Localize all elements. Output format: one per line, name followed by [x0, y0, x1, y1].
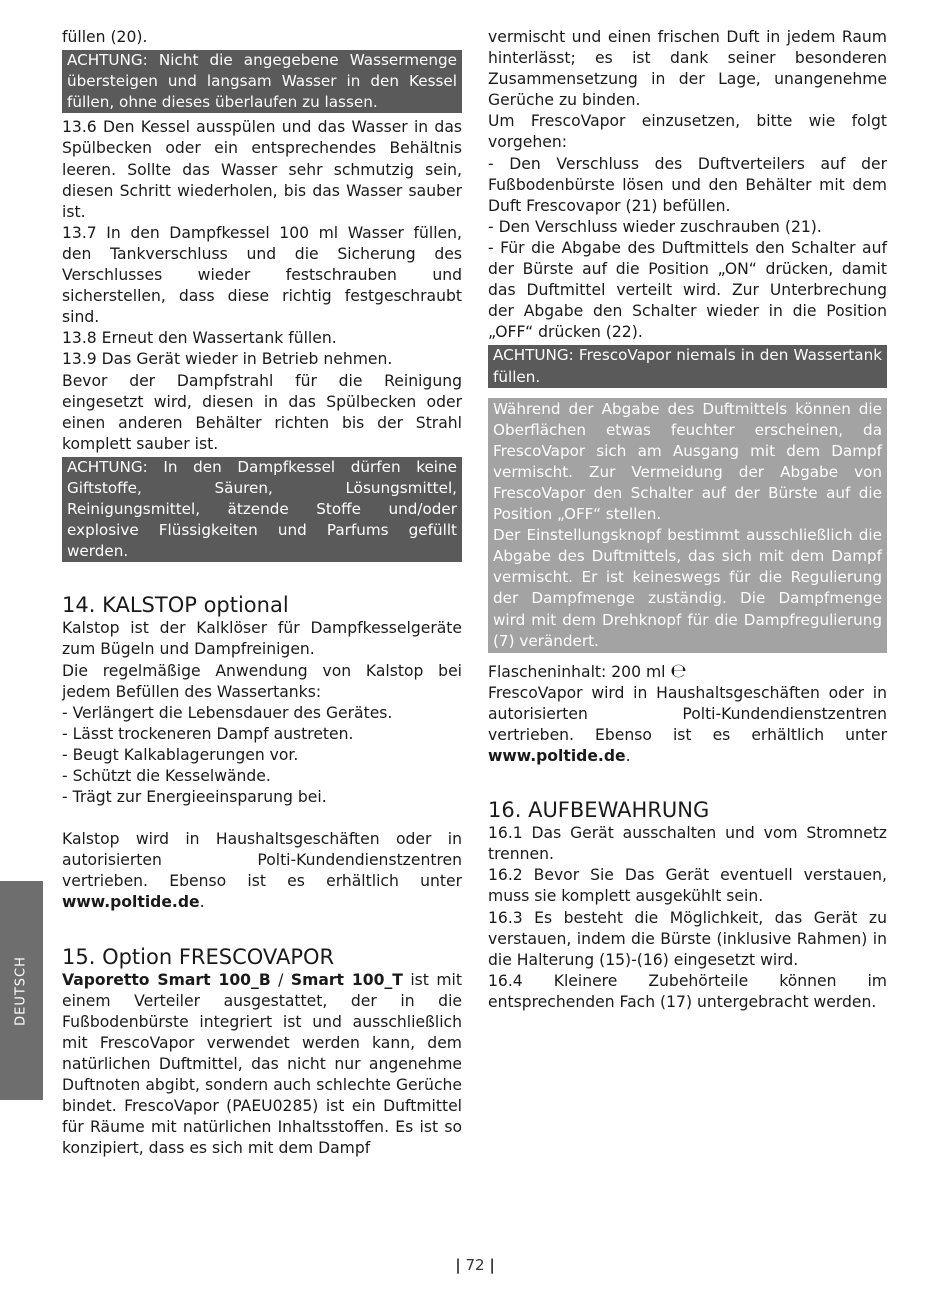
warning-note-frescovapor-tank: ACHTUNG: FrescoVapor niemals in den Wassertank füllen.	[488, 345, 887, 387]
paragraph-13-6: 13.6 Den Kessel ausspülen und das Wasser in das Spülbecken oder ein entsprechendes Behältnis leeren. Sollte das Wasser sehr schmutzig sein, diesen Schritt wiederholen, bis das Wasser sauber ist.	[62, 118, 462, 221]
warning-note-toxic-substances: ACHTUNG: In den Dampfkessel dürfen keine Giftstoffe, Säuren, Lösungsmittel, Reinigungsmittel, ätzende Stoffe und/oder explosive Flüssigkeiten und Parfums gefüllt werden.	[62, 457, 462, 562]
left-column	[62, 27, 462, 1159]
paragraph-16-2: 16.2 Bevor Sie Das Gerät eventuell verstauen, muss sie komplett ausgekühlt sein.	[488, 866, 887, 906]
paragraph-kalstop-1: Kalstop ist der Kalklöser für Dampfkesselgeräte zum Bügeln und Dampfreinigen.	[62, 619, 462, 659]
right-column	[488, 27, 887, 1013]
language-side-tab	[0, 881, 43, 1100]
info-note-frescovapor	[488, 398, 887, 653]
paragraph-kalstop-3: Kalstop wird in Haushaltsgeschäften oder in autorisierten Polti-Kundendienstzentren vertrieben. Ebenso ist es erhältlich unter www.poltide.de.	[62, 830, 462, 912]
list-item: - Lässt trockeneren Dampf austreten.	[62, 724, 354, 743]
paragraph-13-8: 13.8 Erneut den Wassertank füllen.	[62, 329, 337, 348]
poltide-link[interactable]: www.poltide.de	[488, 747, 626, 766]
info-note-part-1: Während der Abgabe des Duftmittels können die Oberflächen etwas feuchter erscheinen, da FrescoVapor sich am Ausgang mit dem Dampf vermischt. Zur Vermeidung der Abgabe von FrescoVapor den Schalter auf der Bürste auf die Position „OFF“ stellen.	[493, 399, 882, 524]
step-3: - Für die Abgabe des Duftmittels den Schalter auf der Bürste auf die Position „ON“ drücken, damit das Duftmittel verteilt wird. Zur Unterbrechung der Abgabe den Schalter wieder in die Position „OFF“ drücken (22).	[488, 238, 887, 342]
kalstop-benefits-list	[62, 703, 462, 808]
warning-note-water-amount: ACHTUNG: Nicht die angegebene Wassermenge übersteigen und langsam Wasser in den Kessel füllen, ohne dieses überlaufen zu lassen.	[62, 50, 462, 113]
paragraph-16-1: 16.1 Das Gerät ausschalten und vom Stromnetz trennen.	[488, 824, 887, 864]
paragraph-sales: FrescoVapor wird in Haushaltsgeschäften oder in autorisierten Polti-Kundendienstzentren vertrieben. Ebenso ist es erhältlich unter www.poltide.de.	[488, 683, 887, 766]
e-mark-icon: ℮	[670, 659, 687, 682]
paragraph-kalstop-2: Die regelmäßige Anwendung von Kalstop bei jedem Befüllen des Wassertanks:	[62, 661, 462, 701]
paragraph-continued: vermischt und einen frischen Duft in jedem Raum hinterlässt; es ist dank seiner besonderen Zusammensetzung in der Lage, unangenehme Gerüche zu binden.	[488, 28, 887, 110]
heading-16-aufbewahrung: 16. AUFBEWAHRUNG	[488, 798, 710, 823]
poltide-link[interactable]: www.poltide.de	[62, 893, 200, 912]
paragraph-16-3: 16.3 Es besteht die Möglichkeit, das Gerät zu verstauen, indem die Bürste (inklusive Rahmen) in die Halterung (15)-(16) eingesetzt wird.	[488, 908, 887, 969]
heading-15-frescovapor: 15. Option FRESCOVAPOR	[62, 944, 335, 969]
heading-14-kalstop: 14. KALSTOP optional	[62, 593, 289, 618]
paragraph-usage: Um FrescoVapor einzusetzen, bitte wie folgt vorgehen:	[488, 112, 887, 152]
paragraph-16-4: 16.4 Kleinere Zubehörteile können im entsprechenden Fach (17) untergebracht werden.	[488, 971, 887, 1011]
step-1: - Den Verschluss des Duftverteilers auf der Fußbodenbürste lösen und den Behälter mit dem Duft Frescovapor (21) befüllen.	[488, 154, 887, 215]
paragraph-intro: füllen (20).	[62, 28, 148, 46]
paragraph-15: Vaporetto Smart 100_B / Smart 100_T ist mit einem Verteiler ausgestattet, der in die Fußbodenbürste integriert ist und ausschließlich mit FrescoVapor verwendet werden kann, dem natürlichen Duftmittel, das nicht nur angenehme Duftnoten abgibt, sondern auch schlechte Gerüche bindet. FrescoVapor (PAEU0285) ist ein Duftmittel für Räume mit natürlichen Inhaltsstoffen. Es ist so konzipiert, dass es sich mit dem Dampf	[62, 970, 462, 1158]
paragraph-flask: Flascheninhalt: 200 ml ℮	[488, 659, 687, 682]
list-item: - Beugt Kalkablagerungen vor.	[62, 745, 299, 764]
page-number: | 72 |	[455, 1256, 495, 1274]
list-item: - Schützt die Kesselwände.	[62, 767, 271, 785]
step-2: - Den Verschluss wieder zuschrauben (21).	[488, 217, 822, 236]
list-item: - Verlängert die Lebensdauer des Gerätes.	[62, 703, 393, 722]
paragraph-13-7: 13.7 In den Dampfkessel 100 ml Wasser füllen, den Tankverschluss und die Sicherung des Verschlusses wieder festschrauben und sicherstellen, dass diese richtig festgeschraubt sind.	[62, 223, 462, 327]
model-name-2: Smart 100_T	[290, 970, 403, 989]
paragraph-bevor: Bevor der Dampfstrahl für die Reinigung eingesetzt wird, diesen in das Spülbecken oder einen anderen Behälter richten bis der Strahl komplett sauber ist.	[62, 371, 462, 453]
language-label: DEUTSCH	[13, 956, 29, 1026]
paragraph-13-9: 13.9 Das Gerät wieder in Betrieb nehmen.	[62, 350, 393, 369]
model-name-1: Vaporetto Smart 100_B	[62, 970, 271, 989]
info-note-part-2: Der Einstellungsknopf bestimmt ausschließlich die Abgabe des Duftmittels, das sich mit dem Dampf vermischt. Er ist keineswegs für die Regulierung der Dampfmenge zuständig. Die Dampfmenge wird mit dem Drehknopf für die Dampfregulierung (7) verändert.	[493, 526, 882, 650]
list-item: - Trägt zur Energieeinsparung bei.	[62, 788, 327, 807]
